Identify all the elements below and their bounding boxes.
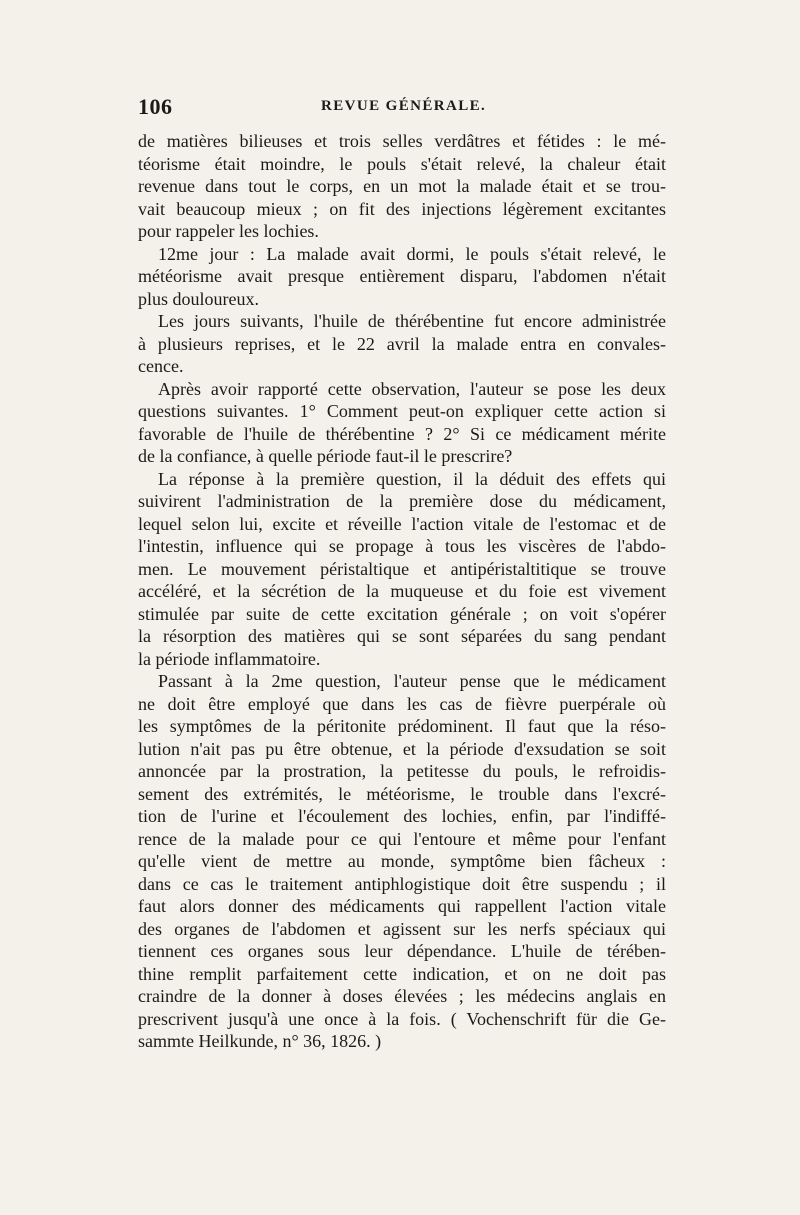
text-line: tion de l'urine et l'écoulement des lochies, enfin, par l'indiffé- bbox=[138, 806, 666, 826]
text-line: accéléré, et la sécrétion de la muqueuse et du foie est vivement bbox=[138, 581, 666, 601]
text-line: plus douloureux. bbox=[138, 288, 259, 309]
text-line: météorisme avait presque entièrement disparu, l'abdomen n'était bbox=[138, 266, 666, 286]
text-line: pour rappeler les lochies. bbox=[138, 221, 319, 241]
page-number: 106 bbox=[138, 94, 173, 119]
text-line: de la confiance, à quelle période faut-il le prescrire? bbox=[138, 446, 513, 466]
text-line: Après avoir rapporté cette observation, l'auteur se pose les deux bbox=[158, 378, 666, 399]
text-line: la résorption des matières qui se sont séparées du sang pendant bbox=[138, 626, 666, 646]
text-line: les symptômes de la péritonite prédominent. Il faut que la réso- bbox=[138, 716, 666, 736]
text-line: lution n'ait pas pu être obtenue, et la période d'exsudation se soit bbox=[138, 738, 666, 759]
text-line: téorisme était moindre, le pouls s'était relevé, la chaleur était bbox=[138, 153, 666, 174]
text-line: tiennent ces organes sous leur dépendance. L'huile de térében- bbox=[138, 941, 666, 961]
text-line: vait beaucoup mieux ; on fit des injections légèrement excitantes bbox=[138, 198, 666, 219]
text-line: cence. bbox=[138, 356, 184, 376]
text-line: thine remplit parfaitement cette indication, et on ne doit pas bbox=[138, 963, 666, 984]
text-line: craindre de la donner à doses élevées ; les médecins anglais en bbox=[138, 986, 666, 1006]
text-line: La réponse à la première question, il la déduit des effets qui bbox=[158, 468, 666, 489]
text-line: à plusieurs reprises, et le 22 avril la malade entra en convales- bbox=[138, 333, 666, 354]
text-line: suivirent l'administration de la première dose du médicament, bbox=[138, 491, 666, 511]
running-head: REVUE GÉNÉRALE. bbox=[321, 98, 487, 114]
text-line: 12me jour : La malade avait dormi, le pouls s'était relevé, le bbox=[158, 243, 666, 264]
text-line: la période inflammatoire. bbox=[138, 648, 321, 669]
text-line: Les jours suivants, l'huile de thérébentine fut encore administrée bbox=[158, 311, 666, 331]
text-line: faut alors donner des médicaments qui rappellent l'action vitale bbox=[138, 896, 666, 916]
text-line: favorable de l'huile de thérébentine ? 2° Si ce médicament mérite bbox=[138, 423, 666, 444]
text-line: rence de la malade pour ce qui l'entoure et même pour l'enfant bbox=[138, 828, 666, 849]
text-line: revenue dans tout le corps, en un mot la malade était et se trou- bbox=[138, 176, 666, 196]
text-line: Passant à la 2me question, l'auteur pense que le médicament bbox=[158, 671, 666, 691]
text-line: annoncée par la prostration, la petitesse du pouls, le refroidis- bbox=[138, 761, 666, 781]
text-line: ne doit être employé que dans les cas de fièvre puerpérale où bbox=[138, 693, 666, 714]
text-line: sement des extrémités, le météorisme, le trouble dans l'excré- bbox=[138, 783, 666, 804]
text-line: dans ce cas le traitement antiphlogistique doit être suspendu ; il bbox=[138, 873, 666, 894]
text-line: de matières bilieuses et trois selles verdâtres et fétides : le mé- bbox=[138, 131, 666, 151]
text-line: lequel selon lui, excite et réveille l'action vitale de l'estomac et de bbox=[138, 513, 666, 534]
text-line: men. Le mouvement péristaltique et antipéristaltitique se trouve bbox=[138, 558, 666, 579]
text-line: qu'elle vient de mettre au monde, symptôme bien fâcheux : bbox=[138, 851, 666, 871]
text-line: prescrivent jusqu'à une once à la fois. ( Vochenschrift für die Ge- bbox=[138, 1008, 666, 1029]
text-line: des organes de l'abdomen et agissent sur les nerfs spéciaux qui bbox=[138, 918, 666, 939]
text-line: sammte Heilkunde, n° 36, 1826. ) bbox=[138, 1031, 382, 1051]
text-line: l'intestin, influence qui se propage à tous les viscères de l'abdo- bbox=[138, 536, 666, 556]
page-header bbox=[138, 94, 666, 124]
text-line: stimulée par suite de cette excitation générale ; on voit s'opérer bbox=[138, 603, 666, 624]
body-text bbox=[138, 130, 666, 1053]
text-line: questions suivantes. 1° Comment peut-on expliquer cette action si bbox=[138, 401, 666, 421]
